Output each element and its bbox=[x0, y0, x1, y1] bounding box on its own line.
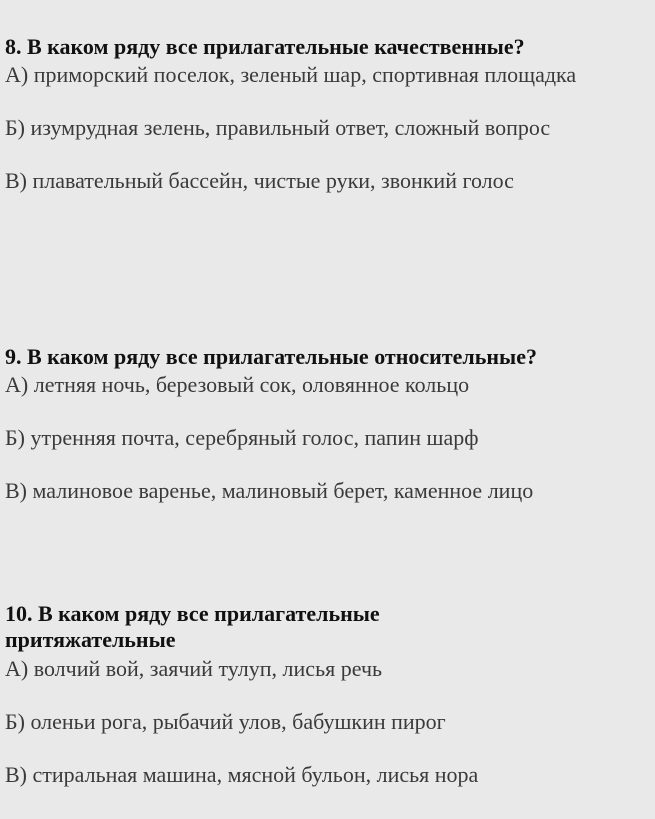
question-10 bbox=[5, 601, 475, 653]
question-10-options bbox=[5, 655, 641, 788]
question-title: 10. В каком ряду все прилагательные притяжательные bbox=[5, 601, 380, 652]
option-b: Б) оленьи рога, рыбачий улов, бабушкин пирог bbox=[5, 709, 446, 734]
option-a: А) приморский поселок, зеленый шар, спортивная площадка bbox=[5, 62, 577, 87]
question-9 bbox=[5, 344, 641, 504]
option-b: Б) утренняя почта, серебряный голос, папин шарф bbox=[5, 425, 479, 450]
option-a: А) летняя ночь, березовый сок, оловянное кольцо bbox=[5, 372, 470, 397]
option-a: А) волчий вой, заячий тулуп, лисья речь bbox=[5, 656, 383, 681]
question-title: 8. В каком ряду все прилагательные качественные? bbox=[5, 34, 525, 59]
option-c: В) стиральная машина, мясной бульон, лисья нора bbox=[5, 762, 479, 787]
option-b: Б) изумрудная зелень, правильный ответ, сложный вопрос bbox=[5, 115, 551, 140]
option-c: В) плавательный бассейн, чистые руки, звонкий голос bbox=[5, 168, 514, 193]
option-c: В) малиновое варенье, малиновый берет, каменное лицо bbox=[5, 478, 534, 503]
question-8 bbox=[5, 34, 641, 194]
question-title: 9. В каком ряду все прилагательные относительные? bbox=[5, 344, 537, 369]
